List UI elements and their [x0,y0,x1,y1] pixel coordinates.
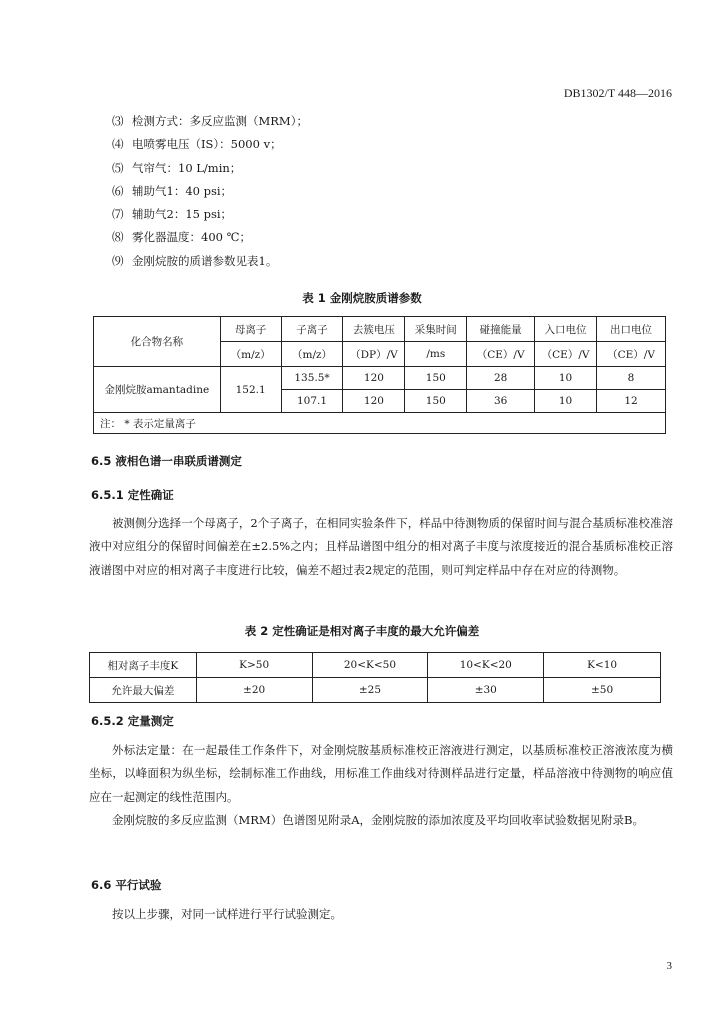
list-item-text: 辅助气1：40 psi； [132,183,233,198]
table-cell: 28 [467,367,535,390]
list-item-text: 气帘气：10 L/min； [132,160,242,175]
list-item-number: ⑼ [112,253,124,268]
header-cell: 入口电位 [535,317,597,342]
parent-ion-cell: 152.1 [220,367,281,413]
list-item [112,226,308,249]
header-unit: /ms [405,342,467,367]
table2-caption: 表 2 定性确证是相对离子丰度的最大允许偏差 [244,624,480,638]
table-cell: K<10 [544,653,661,678]
section-6-5-heading: 6.5 液相色谱一串联质谱测定 [91,454,242,468]
header-unit: （CE）/V [535,342,597,367]
table-cell: 150 [405,390,467,413]
standard-code: DB1302/T 448—2016 [563,86,672,100]
table-header-row [94,317,666,342]
qualitative-paragraph [89,512,673,582]
list-item-number: ⑸ [112,160,124,175]
table-row [90,678,661,703]
table-cell: 20<K<50 [312,653,428,678]
table-cell: 8 [597,367,666,390]
section-6-5-1-heading: 6.5.1 定性确证 [91,488,174,502]
list-item-text: 辅助气2：15 psi； [132,207,233,222]
table-cell: ±25 [312,678,428,703]
list-item-text: 金刚烷胺的质谱参数见表1。 [132,253,278,268]
list-item [112,157,308,180]
table-cell: 150 [405,367,467,390]
list-item-number: ⑷ [112,137,124,152]
row-label: 相对离子丰度K [90,653,197,678]
list-item-text: 雾化器温度：400 ℃； [132,230,251,245]
mass-spec-parameter-table [93,316,666,434]
header-cell: 子离子 [281,317,343,342]
list-item-number: ⑻ [112,230,124,245]
row-label: 允许最大偏差 [90,678,197,703]
table-cell: 120 [343,367,405,390]
section-6-6-heading: 6.6 平行试验 [91,878,162,892]
ion-abundance-tolerance-table [89,652,661,703]
list-item-number: ⑹ [112,183,124,198]
compound-name-cell: 金刚烷胺amantadine [94,367,221,413]
table-cell: 12 [597,390,666,413]
quantitative-paragraphs [89,739,673,833]
paragraph-text: 按以上步骤，对同一试样进行平行试验测定。 [112,907,342,921]
section-6-5-2-heading: 6.5.2 定量测定 [91,714,174,728]
paragraph-text: 外标法定量：在一起最佳工作条件下，对金刚烷胺基质标准校正溶液进行测定，以基质标准校正溶液浓度为横坐标，以峰面积为纵坐标，绘制标准工作曲线，用标准工作曲线对待测样品进行定量，样品溶液中待测物的响应值应在一起测定的线性范围内。 [89,743,673,804]
list-item [112,180,308,203]
list-item [112,110,308,133]
table-note-row [94,413,666,434]
paragraph-text: 被测侧分选择一个母离子，2个子离子，在相同实验条件下，样品中待测物质的保留时间与混合基质标准校准溶液中对应组分的保留时间偏差在±2.5%之内；且样品谱图中组分的相对离子丰度与浓度接近的混合基质标准校正溶液谱图中对应的相对离子丰度进行比较，偏差不超过表2规定的范围，则可判定样品中存在对应的待测物。 [89,516,673,577]
table-row [94,367,666,390]
header-unit: （CE）/V [467,342,535,367]
header-cell: 去簇电压 [343,317,405,342]
list-item [112,133,308,156]
list-item [112,203,308,226]
table-cell: 107.1 [281,390,343,413]
header-cell: 碰撞能量 [467,317,535,342]
header-cell: 母离子 [220,317,281,342]
list-item [112,250,308,273]
list-item-number: ⑶ [112,114,124,128]
parameter-list [112,110,308,273]
table-cell: 10<K<20 [428,653,544,678]
list-item-text: 电喷雾电压（IS）：5000 v； [132,137,282,152]
header-compound-name: 化合物名称 [94,317,221,367]
table-cell: ±30 [428,678,544,703]
list-item-number: ⑺ [112,207,124,222]
table-row [90,653,661,678]
table-cell: 10 [535,367,597,390]
table-cell: 120 [343,390,405,413]
table1-caption: 表 1 金刚烷胺质谱参数 [302,291,422,305]
table-cell: ±20 [196,678,312,703]
table-note: 注： * 表示定量离子 [94,413,666,434]
table-cell: 135.5* [281,367,343,390]
header-unit: （DP）/V [343,342,405,367]
parallel-test-paragraph [89,903,673,926]
table-cell: K>50 [196,653,312,678]
header-unit: （m/z） [220,342,281,367]
header-cell: 出口电位 [597,317,666,342]
header-unit: （CE）/V [597,342,666,367]
paragraph-text: 金刚烷胺的多反应监测（MRM）色谱图见附录A，金刚烷胺的添加浓度及平均回收率试验数据见附录B。 [112,813,644,828]
header-cell: 采集时间 [405,317,467,342]
header-unit: （m/z） [281,342,343,367]
page-number: 3 [666,960,672,972]
table-cell: 10 [535,390,597,413]
list-item-text: 检测方式：多反应监测（MRM）； [132,114,308,128]
table-cell: 36 [467,390,535,413]
table-cell: ±50 [544,678,661,703]
